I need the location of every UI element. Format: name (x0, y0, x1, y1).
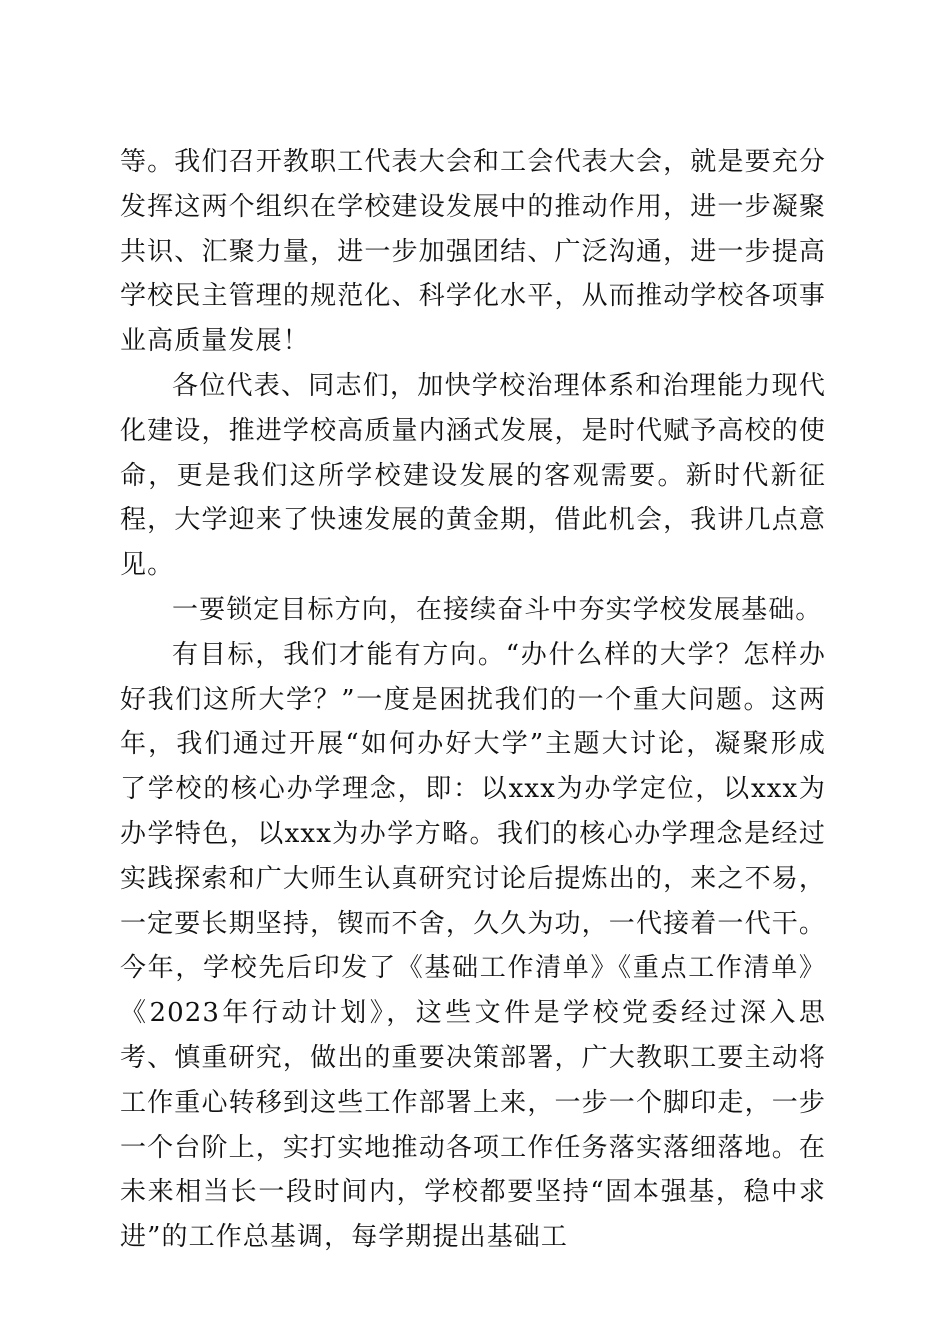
paragraph-continuation: 等。我们召开教职工代表大会和工会代表大会，就是要充分发挥这两个组织在学校建设发展中的推动作用，进一步凝聚共识、汇聚力量，进一步加强团结、广泛沟通，进一步提高学校民主管理的规范化、科学化水平，从而推动学校各项事业高质量发展！ (120, 147, 826, 357)
paragraph-address: 各位代表、同志们，加快学校治理体系和治理能力现代化建设，推进学校高质量内涵式发展，是时代赋予高校的使命，更是我们这所学校建设发展的客观需要。新时代新征程，大学迎来了快速发展的黄金期，借此机会，我讲几点意见。 (120, 370, 826, 581)
paragraph-heading-first-point: 一要锁定目标方向，在接续奋斗中夯实学校发展基础。 (172, 594, 823, 625)
document-body (120, 140, 826, 1260)
paragraph-goals-direction: 有目标，我们才能有方向。“办什么样的大学？怎样办好我们这所大学？”一度是困扰我们的一个重大问题。这两年，我们通过开展“如何办好大学”主题大讨论，凝聚形成了学校的核心办学理念，即：以xxx为办学定位，以xxx为办学特色，以xxx为办学方略。我们的核心办学理念是经过实践探索和广大师生认真研究讨论后提炼出的，来之不易，一定要长期坚持，锲而不舍，久久为功，一代接着一代干。今年，学校先后印发了《基础工作清单》《重点工作清单》《2023年行动计划》，这些文件是学校党委经过深入思考、慎重研究，做出的重要决策部署，广大教职工要主动将工作重心转移到这些工作部署上来，一步一个脚印走，一步一个台阶上，实打实地推动各项工作任务落实落细落地。在未来相当长一段时间内，学校都要坚持“固本强基，稳中求进”的工作总基调，每学期提出基础工 (120, 639, 826, 1253)
